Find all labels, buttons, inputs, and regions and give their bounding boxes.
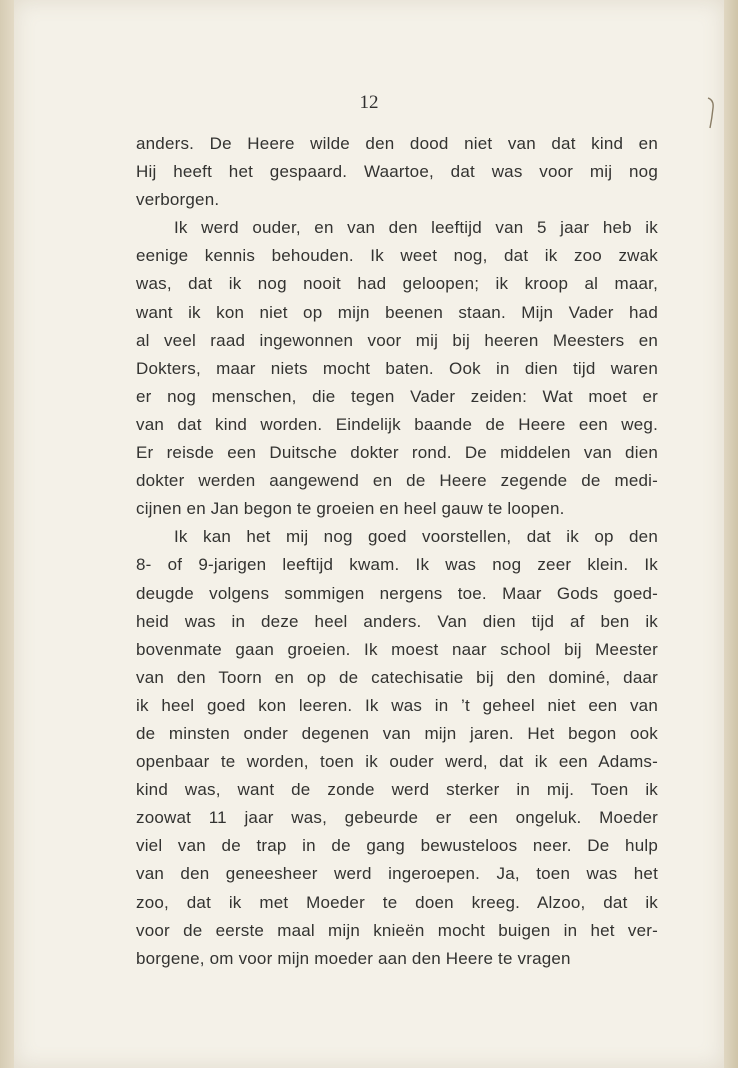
text-line: Hij heeft het gespaard. Waartoe, dat was voor mij nog: [136, 162, 658, 182]
text-line: 8- of 9-jarigen leeftijd kwam. Ik was nog zeer klein. Ik: [136, 555, 658, 575]
text-line: eenige kennis behouden. Ik weet nog, dat ik zoo zwak: [136, 246, 658, 266]
paragraph: [136, 130, 658, 214]
text-line: Er reisde een Duitsche dokter rond. De middelen van dien: [136, 443, 658, 463]
text-line: Ik werd ouder, en van den leeftijd van 5 jaar heb ik: [174, 218, 658, 238]
text-line: borgene, om voor mijn moeder aan den Heere te vragen: [136, 948, 571, 968]
text-line: Ik kan het mij nog goed voorstellen, dat ik op den: [174, 527, 658, 547]
text-line: van den geneesheer werd ingeroepen. Ja, toen was het: [136, 864, 658, 884]
text-line: was, dat ik nog nooit had geloopen; ik kroop al maar,: [136, 274, 658, 294]
text-line: de minsten onder degenen van mijn jaren. Het begon ook: [136, 723, 658, 743]
text-line: bovenmate gaan groeien. Ik moest naar school bij Meester: [136, 639, 658, 659]
text-line: openbaar te worden, toen ik ouder werd, dat ik een Adams-: [136, 752, 658, 772]
text-line: zoo, dat ik met Moeder te doen kreeg. Alzoo, dat ik: [136, 892, 658, 912]
text-line: van dat kind worden. Eindelijk baande de Heere een weg.: [136, 414, 658, 434]
text-line: voor de eerste maal mijn knieën mocht buigen in het ver-: [136, 920, 658, 940]
right-page-edge: [724, 0, 738, 1068]
text-line: viel van de trap in de gang bewusteloos neer. De hulp: [136, 836, 658, 856]
text-line: deugde volgens sommigen nergens toe. Maar Gods goed-: [136, 583, 658, 603]
left-page-edge: [0, 0, 14, 1068]
text-line: zoowat 11 jaar was, gebeurde er een ongeluk. Moeder: [136, 808, 658, 828]
text-line: cijnen en Jan begon te groeien en heel gauw te loopen.: [136, 499, 565, 519]
paragraph: [136, 214, 658, 523]
text-line: al veel raad ingewonnen voor mij bij heeren Meesters en: [136, 330, 658, 350]
text-line: heid was in deze heel anders. Van dien tijd af ben ik: [136, 611, 658, 631]
text-line: er nog menschen, die tegen Vader zeiden: Wat moet er: [136, 386, 658, 406]
paragraph: [136, 523, 658, 973]
text-line: verborgen.: [136, 190, 220, 210]
text-line: anders. De Heere wilde den dood niet van dat kind en: [136, 134, 658, 153]
text-line: want ik kon niet op mijn beenen staan. Mijn Vader had: [136, 302, 658, 322]
text-line: dokter werden aangewend en de Heere zegende de medi-: [136, 471, 658, 491]
body-text: [136, 130, 658, 973]
page-number: 12: [359, 92, 379, 113]
text-line: van den Toorn en op de catechisatie bij den dominé, daar: [136, 667, 658, 687]
text-line: ik heel goed kon leeren. Ik was in ’t geheel niet een van: [136, 695, 658, 715]
text-line: Dokters, maar niets mocht baten. Ook in dien tijd waren: [136, 358, 658, 378]
text-line: kind was, want de zonde werd sterker in mij. Toen ik: [136, 780, 658, 800]
